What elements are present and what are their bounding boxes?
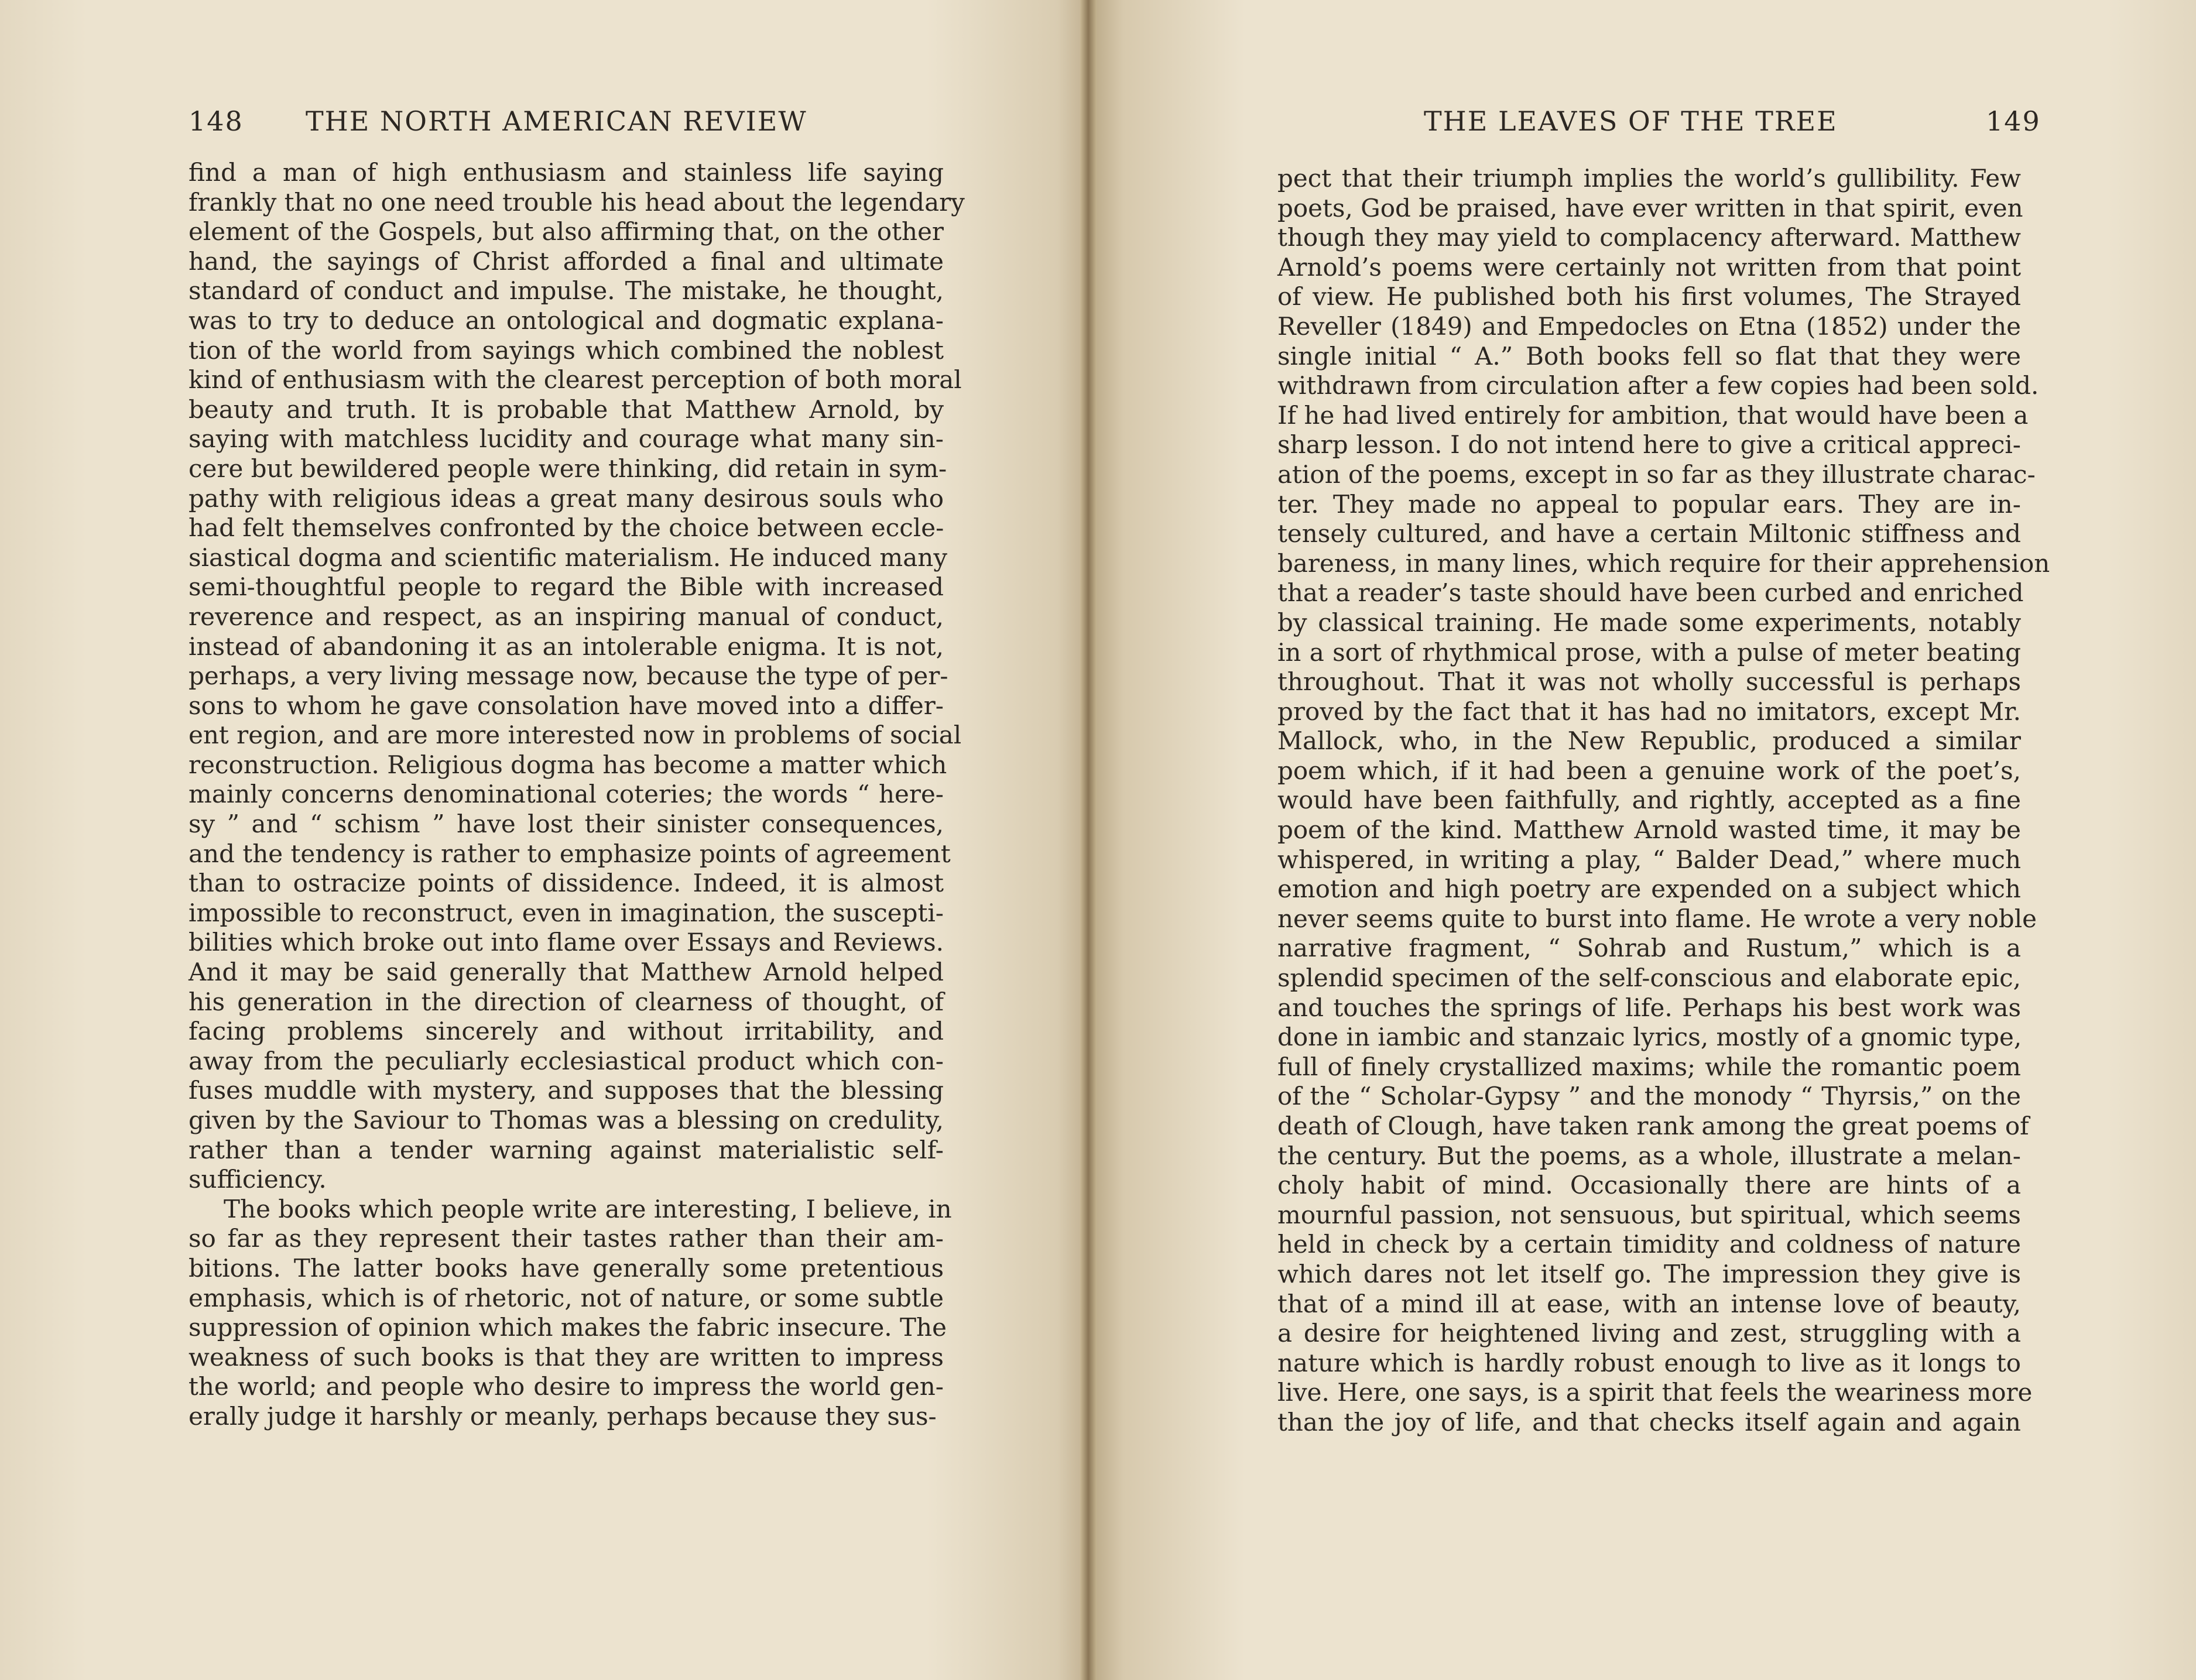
text-line: the world; and people who desire to impress the world gen- [189,1372,944,1401]
text-line: Arnold’s poems were certainly not written from that point [1277,252,2021,282]
text-line: choly habit of mind. Occasionally there are hints of a [1277,1171,2021,1200]
text-line: of view. He published both his first volumes, The Strayed [1277,282,2021,311]
text-line: rather than a tender warning against materialistic self- [189,1135,944,1164]
text-line: nature which is hardly robust enough to live as it longs to [1277,1348,2021,1377]
text-line: sy ” and “ schism ” have lost their sinister consequences, [189,810,944,839]
book-gutter [1080,0,1097,1680]
text-line: so far as they represent their tastes rather than their am- [189,1224,944,1253]
text-line: weakness of such books is that they are written to impress [189,1342,944,1372]
text-line: proved by the fact that it has had no imitators, except Mr. [1277,697,2021,726]
text-line: given by the Saviour to Thomas was a blessing on credulity, [189,1106,944,1134]
text-line: erally judge it harshly or meanly, perhaps because they sus- [189,1401,937,1431]
text-line: a desire for heightened living and zest, struggling with a [1277,1319,2021,1348]
text-line: kind of enthusiasm with the clearest perception of both moral [189,365,962,395]
text-line: pect that their triumph implies the world’s gullibility. Few [1277,164,2021,193]
text-line: siastical dogma and scientific materialism. He induced many [189,543,948,572]
text-line: poem of the kind. Matthew Arnold wasted time, it may be [1277,815,2021,845]
text-line: bareness, in many lines, which require for their apprehension [1277,548,2050,578]
text-line: than to ostracize points of dissidence. Indeed, it is almost [189,869,944,898]
text-line: full of finely crystallized maxims; while the romantic poem [1277,1052,2021,1081]
text-line: held in check by a certain timidity and coldness of nature [1277,1230,2021,1259]
text-line: instead of abandoning it as an intolerable enigma. It is not, [189,632,944,661]
text-line: element of the Gospels, but also affirming that, on the other [189,217,944,246]
text-line: semi-thoughtful people to regard the Bible with increased [189,572,944,602]
text-line: would have been faithfully, and rightly, accepted as a fine [1277,786,2021,815]
text-line: mournful passion, not sensuous, but spiritual, which seems [1277,1200,2021,1229]
text-line: which dares not let itself go. The impression they give is [1277,1259,2021,1288]
text-line: Mallock, who, in the New Republic, produced a similar [1277,726,2021,756]
text-line: throughout. That it was not wholly successful is perhaps [1277,667,2021,697]
text-line: his generation in the direction of clearness of thought, of [189,987,944,1016]
text-line: never seems quite to burst into flame. He wrote a very noble [1277,904,2037,933]
text-line: away from the peculiarly ecclesiastical product which con- [189,1046,944,1075]
text-line: sufficiency. [189,1165,327,1194]
text-line: of the “ Scholar-Gypsy ” and the monody “ Thyrsis,” on the [1277,1082,2021,1111]
text-line: emphasis, which is of rhetoric, not of nature, or some subtle [189,1283,944,1312]
text-line: The books which people write are interesting, I believe, in [224,1194,952,1223]
text-line: done in iambic and stanzaic lyrics, mostly of a gnomic type, [1277,1023,2022,1052]
text-line: mainly concerns denominational coteries; the words “ here- [189,780,944,809]
right-page-number: 149 [1986,105,2041,137]
text-line: Reveller (1849) and Empedocles on Etna (1852) under the [1277,311,2021,341]
text-line: perhaps, a very living message now, because the type of per- [189,661,948,691]
right-page-body [1277,164,2050,1438]
text-line: hand, the sayings of Christ afforded a final and ultimate [189,246,944,276]
text-line: ter. They made no appeal to popular ears. They are in- [1277,489,2021,519]
text-line: that a reader’s taste should have been curbed and enriched [1277,578,2024,608]
text-line: by classical training. He made some experiments, notably [1277,608,2021,637]
text-line: though they may yield to complacency afterward. Matthew [1277,223,2021,252]
text-line: in a sort of rhythmical prose, with a pulse of meter beating [1277,637,2021,667]
text-line: single initial “ A.” Both books fell so flat that they were [1277,341,2021,371]
text-line: sharp lesson. I do not intend here to give a critical appreci- [1277,430,2021,460]
text-line: poets, God be praised, have ever written in that spirit, even [1277,193,2023,222]
text-line: bitions. The latter books have generally some pretentious [189,1253,944,1283]
left-page-number: 148 [189,105,244,137]
text-line: tion of the world from sayings which combined the noblest [189,335,944,365]
text-line: and touches the springs of life. Perhaps his best work was [1277,993,2021,1022]
text-line: splendid specimen of the self-conscious and elaborate epic, [1277,964,2021,993]
text-line: the century. But the poems, as a whole, illustrate a melan- [1277,1141,2021,1170]
text-line: If he had lived entirely for ambition, that would have been a [1277,400,2029,430]
text-line: find a man of high enthusiasm and stainless life saying [189,158,944,187]
left-page-body [189,158,965,1432]
text-line: cere but bewildered people were thinking, did retain in sym- [189,454,947,483]
text-line: pathy with religious ideas a great many desirous souls who [189,484,944,513]
right-running-head: THE LEAVES OF THE TREE [1424,105,1838,137]
text-line: fuses muddle with mystery, and supposes that the blessing [189,1076,944,1105]
text-line: facing problems sincerely and without irritability, and [189,1017,944,1046]
text-line: was to try to deduce an ontological and dogmatic explana- [189,306,944,335]
text-line: whispered, in writing a play, “ Balder Dead,” where much [1277,845,2021,874]
text-line: ent region, and are more interested now in problems of social [189,721,962,750]
text-line: than the joy of life, and that checks itself again and again [1277,1407,2021,1436]
text-line: and the tendency is rather to emphasize points of agreement [189,839,951,868]
text-line: standard of conduct and impulse. The mistake, he thought, [189,276,944,306]
text-line: emotion and high poetry are expended on a subject which [1277,875,2021,904]
text-line: live. Here, one says, is a spirit that feels the weariness more [1277,1378,2033,1407]
text-line: reverence and respect, as an inspiring manual of conduct, [189,602,944,631]
text-line: bilities which broke out into flame over Essays and Reviews. [189,928,944,957]
text-line: that of a mind ill at ease, with an intense love of beauty, [1277,1289,2021,1318]
text-line: And it may be said generally that Matthew Arnold helped [189,958,944,987]
text-line: saying with matchless lucidity and courage what many sin- [189,424,944,454]
text-line: impossible to reconstruct, even in imagination, the suscepti- [189,898,944,927]
text-line: sons to whom he gave consolation have moved into a differ- [189,691,944,720]
text-line: had felt themselves confronted by the choice between eccle- [189,513,944,543]
text-line: beauty and truth. It is probable that Matthew Arnold, by [189,395,944,424]
text-line: death of Clough, have taken rank among the great poems of [1277,1112,2029,1140]
left-running-head: THE NORTH AMERICAN REVIEW [306,105,807,137]
text-line: frankly that no one need trouble his head about the legendary [189,187,965,217]
text-line: narrative fragment, “ Sohrab and Rustum,” which is a [1277,934,2021,963]
text-line: reconstruction. Religious dogma has become a matter which [189,750,947,779]
text-line: poem which, if it had been a genuine work of the poet’s, [1277,756,2021,785]
text-line: suppression of opinion which makes the fabric insecure. The [189,1313,947,1342]
text-line: tensely cultured, and have a certain Miltonic stiffness and [1277,519,2021,548]
text-line: ation of the poems, except in so far as they illustrate charac- [1277,460,2036,489]
text-line: withdrawn from circulation after a few copies had been sold. [1277,371,2039,400]
